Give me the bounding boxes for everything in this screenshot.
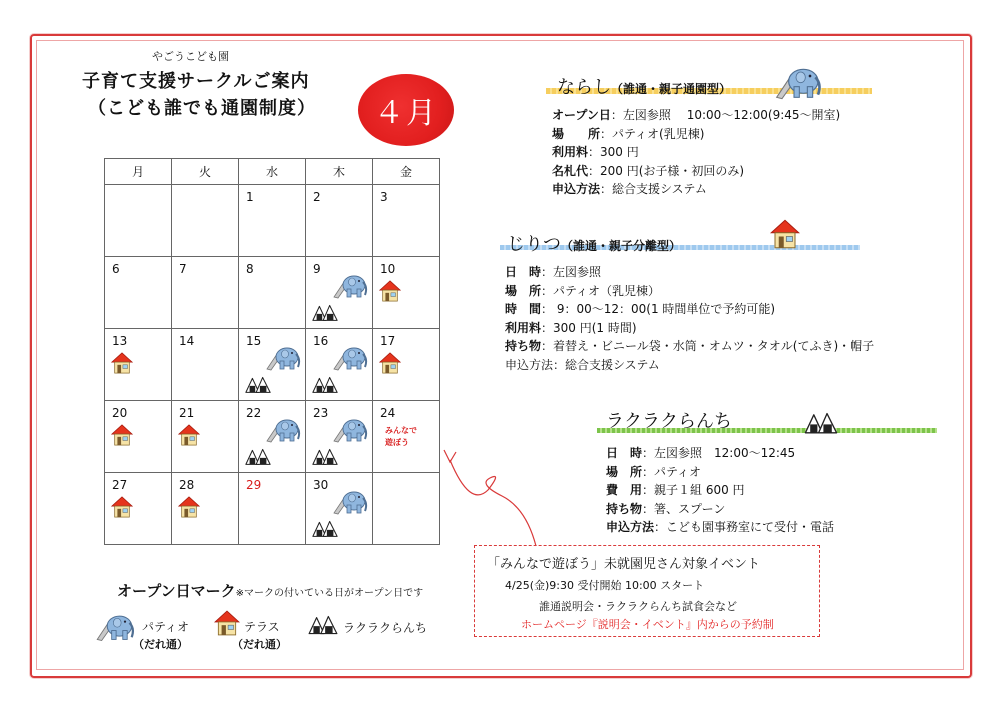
calendar-day-cell (172, 185, 239, 257)
weekday-header: 水 (239, 159, 306, 185)
calendar-day-cell (306, 473, 373, 545)
calendar-day-cell (172, 401, 239, 473)
calendar-day-cell (105, 401, 172, 473)
onigiri-icon (244, 373, 272, 395)
calendar-day-cell (239, 257, 306, 329)
day-number: 10 (380, 262, 396, 276)
event-reservation-note: ホームページ『説明会・イベント』内からの予約制 (521, 618, 774, 631)
info-row (505, 319, 874, 338)
day-number: 16 (313, 334, 329, 348)
info-label: 時 間 (505, 302, 542, 316)
narashi-details (552, 106, 840, 199)
month-badge: ４月 (358, 74, 454, 146)
calendar-day-cell (105, 185, 172, 257)
day-number: 7 (179, 262, 187, 276)
onigiri-icon (244, 445, 272, 467)
info-label: 日 時 (505, 265, 542, 279)
elephant-slide-icon (332, 485, 368, 515)
info-value: ：200 円(お子様・初回のみ) (588, 163, 745, 178)
info-row (552, 180, 840, 199)
info-label: 場 所 (505, 283, 542, 298)
info-row (505, 337, 874, 356)
info-row (606, 463, 834, 482)
arrow-to-event-day (430, 438, 540, 548)
calendar-day-cell (306, 257, 373, 329)
calendar-day-cell (105, 329, 172, 401)
legend-title: オープン日マーク※マークの付いている日がオープン日です (117, 582, 424, 600)
info-row (606, 444, 834, 463)
house-icon (379, 352, 401, 374)
info-value: ：こども園事務室にて受付・電話 (654, 520, 835, 534)
weekday-header: 月 (105, 159, 172, 185)
day-number: 29 (246, 478, 262, 492)
info-value: ：300 円 (588, 145, 639, 159)
day-number: 22 (246, 406, 262, 420)
event-box (474, 545, 820, 637)
calendar-week-row (105, 401, 440, 473)
calendar-day-cell (306, 401, 373, 473)
calendar-day-cell (172, 257, 239, 329)
calendar-day-cell (373, 329, 440, 401)
day-number: 8 (246, 262, 254, 276)
weekday-header: 金 (373, 159, 440, 185)
legend-elephant-slide-icon (95, 608, 135, 642)
onigiri-icon (803, 408, 839, 436)
calendar-day-cell (172, 473, 239, 545)
info-label: オープン日 (552, 108, 611, 122)
house-icon (111, 424, 133, 446)
calendar-week-row (105, 257, 440, 329)
calendar-day-cell (105, 473, 172, 545)
house-icon (379, 280, 401, 302)
day-number: 28 (179, 478, 195, 492)
info-row (505, 263, 874, 282)
legend-terrace-label: テラス (244, 620, 280, 634)
narashi-title: ならし（誰通・親子通園型） (557, 77, 732, 98)
onigiri-icon (311, 373, 339, 395)
page-subtitle: （こども誰でも通園制度） (88, 98, 316, 119)
info-row (505, 300, 874, 319)
info-value: ：パティオ(乳児棟) (600, 126, 705, 141)
event-day-note: みんなで 遊ぼう (385, 426, 417, 447)
day-number: 24 (380, 406, 396, 420)
info-label: 日 時 (606, 446, 643, 460)
house-icon (178, 496, 200, 518)
calendar-day-cell (373, 185, 440, 257)
onigiri-icon (311, 517, 339, 539)
info-label: 場 所 (606, 464, 643, 479)
info-row (552, 106, 840, 125)
day-number: 14 (179, 334, 195, 348)
calendar-day-cell (239, 401, 306, 473)
info-label: 名札代 (552, 163, 589, 178)
legend-lunch-label: ラクラクらんち (343, 621, 428, 635)
elephant-slide-icon (770, 60, 826, 100)
elephant-slide-icon (265, 413, 301, 443)
event-contents: 誰通説明会・ラクラクらんち試食会など (539, 600, 737, 613)
info-row (552, 162, 840, 181)
house-icon (770, 219, 800, 249)
weekday-header: 木 (306, 159, 373, 185)
calendar-week-row (105, 473, 440, 545)
house-icon (111, 496, 133, 518)
day-number: 3 (380, 190, 388, 204)
day-number: 6 (112, 262, 120, 276)
legend-onigiri-icon (307, 612, 339, 636)
info-value: ： 9：00～12：00(1 時間単位で予約可能) (541, 302, 776, 316)
calendar-day-cell (239, 185, 306, 257)
info-label: 場 所 (552, 126, 601, 141)
info-label: 持ち物 (606, 501, 643, 516)
legend-terrace-sub: （だれ通） (232, 638, 287, 651)
onigiri-icon (311, 445, 339, 467)
day-number: 27 (112, 478, 128, 492)
info-value: ：着替え・ビニール袋・水筒・オムツ・タオル(てふき)・帽子 (541, 339, 875, 353)
rakuraku-details (606, 444, 834, 537)
info-label: 利用料 (505, 320, 542, 335)
calendar-day-cell (239, 473, 306, 545)
day-number: 17 (380, 334, 396, 348)
info-label: 費 用 (606, 483, 643, 497)
info-value: ：左図参照 12:00～12:45 (642, 446, 796, 460)
day-number: 20 (112, 406, 128, 420)
info-value: ：左図参照 (541, 265, 602, 279)
kindergarten-name: やごうこども園 (152, 50, 229, 63)
house-icon (111, 352, 133, 374)
calendar-week-row (105, 185, 440, 257)
info-value: ：箸、スプーン (642, 501, 726, 516)
info-value: ：親子１組 600 円 (642, 483, 745, 497)
info-value: ：300 円(1 時間) (541, 320, 637, 335)
calendar-weekday-row (105, 159, 440, 185)
calendar-day-cell (172, 329, 239, 401)
rakuraku-title: ラクラクらんち (606, 411, 732, 432)
calendar-day-cell (239, 329, 306, 401)
day-number: 9 (313, 262, 321, 276)
info-row (505, 282, 874, 301)
calendar (104, 158, 440, 545)
calendar-week-row (105, 329, 440, 401)
info-row (606, 500, 834, 519)
jiritsu-details (505, 263, 874, 374)
elephant-slide-icon (332, 341, 368, 371)
info-label: 申込方法 (606, 520, 655, 534)
legend-patio-label: パティオ (142, 620, 190, 634)
info-value: ：パティオ (642, 464, 702, 479)
house-icon (178, 424, 200, 446)
info-row (505, 356, 874, 375)
calendar-day-cell (306, 185, 373, 257)
day-number: 1 (246, 190, 254, 204)
day-number: 2 (313, 190, 321, 204)
onigiri-icon (311, 301, 339, 323)
event-title: 「みんなで遊ぼう」未就園児さん対象イベント (487, 557, 761, 572)
legend-patio-sub: （だれ通） (133, 638, 188, 651)
weekday-header: 火 (172, 159, 239, 185)
info-row (606, 518, 834, 537)
info-row (552, 143, 840, 162)
day-number: 21 (179, 406, 195, 420)
info-value: 申込方法：総合支援システム (505, 357, 660, 372)
jiritsu-title: じりつ（誰通・親子分離型） (507, 234, 682, 255)
day-number: 30 (313, 478, 329, 492)
info-value: ：パティオ（乳児棟） (541, 283, 661, 298)
day-number: 23 (313, 406, 329, 420)
info-row (552, 125, 840, 144)
elephant-slide-icon (332, 269, 368, 299)
elephant-slide-icon (265, 341, 301, 371)
page-title: 子育て支援サークルご案内 (82, 71, 310, 92)
calendar-day-cell (306, 329, 373, 401)
info-label: 持ち物 (505, 339, 542, 353)
info-row (606, 481, 834, 500)
calendar-day-cell (373, 257, 440, 329)
day-number: 13 (112, 334, 128, 348)
calendar-day-cell (105, 257, 172, 329)
info-label: 申込方法 (552, 182, 601, 196)
info-label: 利用料 (552, 145, 589, 159)
day-number: 15 (246, 334, 262, 348)
info-value: ：左図参照 10:00～12:00(9:45～開室) (610, 108, 841, 122)
elephant-slide-icon (332, 413, 368, 443)
event-date: 4/25(金)9:30 受付開始 10:00 スタート (505, 579, 705, 592)
info-value: ：総合支援システム (600, 182, 707, 196)
legend-house-icon (214, 610, 240, 636)
